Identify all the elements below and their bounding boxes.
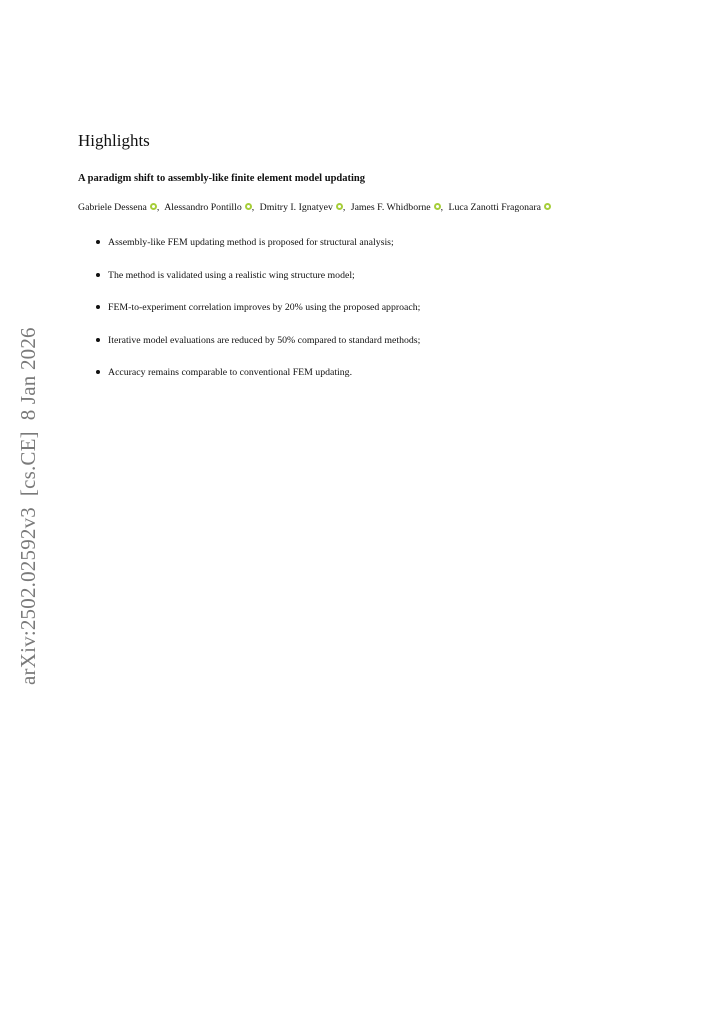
author-separator: , [440, 202, 444, 213]
author-separator: , [156, 202, 160, 213]
highlight-text: FEM-to-experiment correlation improves by 20% using the proposed approach; [108, 302, 421, 313]
highlight-item [96, 268, 420, 301]
author-separator: , [251, 202, 255, 213]
author-list [78, 202, 551, 213]
highlight-item [96, 333, 420, 366]
author-name: Dmitry I. Ignatyev [259, 202, 333, 213]
author-entry [260, 202, 351, 213]
bullet-icon [96, 240, 100, 244]
highlight-item [96, 235, 420, 268]
author-entry [164, 202, 259, 213]
bullet-icon [96, 338, 100, 342]
highlight-text: Assembly-like FEM updating method is proposed for structural analysis; [108, 237, 394, 248]
highlight-text: The method is validated using a realistic wing structure model; [108, 269, 355, 281]
orcid-icon[interactable] [150, 203, 157, 210]
highlight-item [96, 300, 420, 333]
highlights-list [96, 235, 420, 398]
highlight-text: Iterative model evaluations are reduced by 50% compared to standard methods; [108, 334, 421, 346]
author-name: Gabriele Dessena [78, 202, 147, 213]
author-entry [449, 202, 552, 213]
orcid-icon[interactable] [544, 203, 551, 210]
highlight-text: Accuracy remains comparable to conventional FEM updating. [108, 367, 353, 378]
bullet-icon [96, 370, 100, 374]
paper-title: A paradigm shift to assembly-like finite element model updating [78, 173, 366, 184]
orcid-icon[interactable] [245, 203, 252, 210]
bullet-icon [96, 305, 100, 309]
author-name: Luca Zanotti Fragonara [448, 202, 542, 213]
author-name: Alessandro Pontillo [164, 202, 242, 213]
orcid-icon[interactable] [336, 203, 343, 210]
arxiv-identifier-stamp: arXiv:2502.02592v3 [cs.CE] 8 Jan 2026 [16, 327, 40, 685]
author-name: James F. Whidborne [350, 202, 431, 213]
highlights-heading: Highlights [78, 131, 150, 150]
bullet-icon [96, 273, 100, 277]
highlight-item [96, 365, 420, 398]
author-entry [351, 202, 449, 213]
author-entry [78, 202, 164, 213]
author-separator: , [342, 202, 346, 213]
orcid-icon[interactable] [434, 203, 441, 210]
